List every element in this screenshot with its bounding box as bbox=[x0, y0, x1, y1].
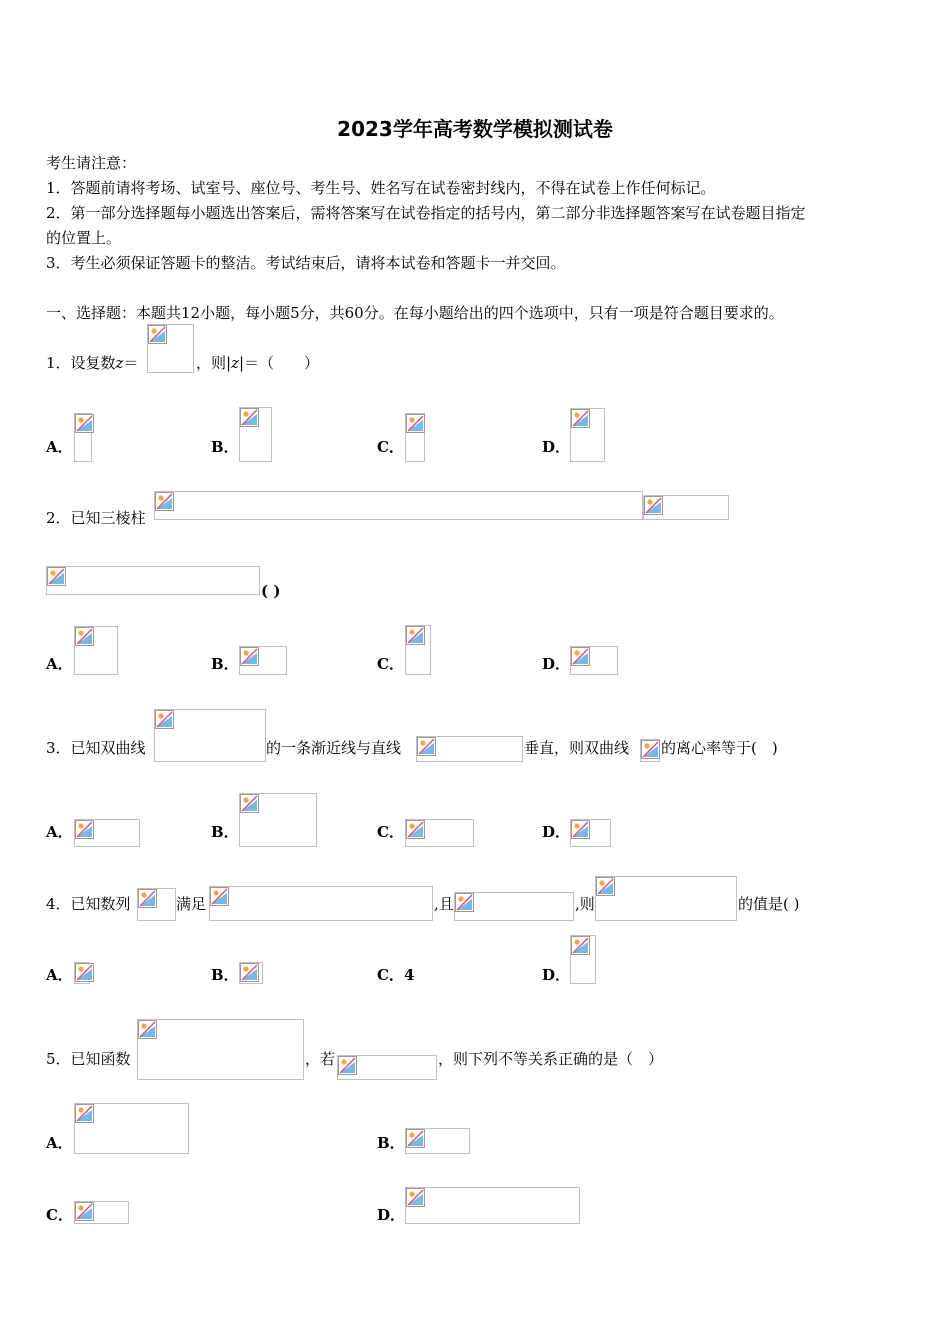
q3-option-a-image bbox=[74, 819, 140, 847]
q5-option-d-image bbox=[405, 1187, 580, 1224]
q2-option-c-image bbox=[405, 625, 431, 675]
q2-option-b-image bbox=[239, 646, 287, 675]
broken-image-icon bbox=[406, 626, 425, 645]
broken-image-icon bbox=[138, 889, 157, 908]
broken-image-icon bbox=[148, 325, 167, 344]
broken-image-icon bbox=[138, 1020, 157, 1039]
q5-formula-image-2 bbox=[337, 1055, 437, 1080]
broken-image-icon bbox=[210, 887, 229, 906]
q4-formula-image-4 bbox=[595, 876, 737, 921]
q5-prefix: 5．已知函数 bbox=[46, 1050, 131, 1068]
q3-option-a-label: A． bbox=[46, 823, 73, 841]
notice-item-2: 2．第一部分选择题每小题选出答案后，需将答案写在试卷指定的括号内，第二部分非选择题答案写在试卷题目指定 bbox=[46, 204, 806, 222]
q2-tail: ( ) bbox=[261, 582, 281, 600]
q4-option-d-image bbox=[570, 935, 596, 984]
broken-image-icon bbox=[406, 1129, 425, 1148]
q1-option-b-label: B． bbox=[211, 438, 239, 456]
q2-option-d-label: D． bbox=[542, 655, 571, 673]
broken-image-icon bbox=[406, 1188, 425, 1207]
q2-formula-image-1 bbox=[154, 491, 643, 520]
broken-image-icon bbox=[641, 740, 660, 759]
q1-option-d-image bbox=[570, 408, 605, 462]
q2-option-a-image bbox=[74, 626, 118, 675]
broken-image-icon bbox=[155, 710, 174, 729]
q4-option-a-image bbox=[74, 962, 90, 984]
broken-image-icon bbox=[417, 737, 436, 756]
notice-item-3: 3．考生必须保证答题卡的整洁。考试结束后，请将本试卷和答题卡一并交回。 bbox=[46, 254, 566, 272]
q3-option-d-image bbox=[570, 819, 611, 847]
broken-image-icon bbox=[240, 647, 259, 666]
q4-formula-image-1 bbox=[137, 888, 176, 921]
q3-formula-image-3 bbox=[640, 739, 660, 762]
q2-formula-image-2 bbox=[643, 495, 729, 520]
broken-image-icon bbox=[75, 414, 94, 433]
broken-image-icon bbox=[75, 820, 94, 839]
broken-image-icon bbox=[75, 627, 94, 646]
q4-option-b-image bbox=[239, 962, 263, 984]
q4-mid3: ,则 bbox=[575, 895, 595, 913]
question-1-tail bbox=[196, 352, 319, 373]
q5-formula-image-1 bbox=[137, 1019, 304, 1080]
broken-image-icon bbox=[240, 963, 259, 982]
q1-option-a-image bbox=[74, 413, 92, 462]
broken-image-icon bbox=[75, 963, 94, 982]
q3-option-c-label: C． bbox=[377, 823, 404, 841]
broken-image-icon bbox=[644, 496, 663, 515]
q3-option-c-image bbox=[405, 819, 474, 847]
q4-suffix: 的值是( ) bbox=[738, 895, 800, 913]
q1-option-d-label: D． bbox=[542, 438, 571, 456]
q5-option-a-image bbox=[74, 1103, 189, 1154]
broken-image-icon bbox=[406, 820, 425, 839]
q2-option-d-image bbox=[570, 646, 618, 675]
q3-prefix: 3．已知双曲线 bbox=[46, 739, 146, 757]
broken-image-icon bbox=[571, 409, 590, 428]
question-1 bbox=[46, 352, 138, 373]
q1-prefix: 1．设复数 bbox=[46, 354, 116, 372]
q4-mid1: 满足 bbox=[176, 895, 207, 913]
q4-option-c-value: 4 bbox=[403, 966, 415, 984]
q3-mid1: 的一条渐近线与直线 bbox=[266, 739, 402, 757]
notice-item-1: 1．答题前请将考场、试室号、座位号、考生号、姓名写在试卷密封线内，不得在试卷上作任何标记。 bbox=[46, 179, 716, 197]
q1-formula-image bbox=[147, 324, 194, 373]
q5-option-b-label: B． bbox=[377, 1134, 405, 1152]
broken-image-icon bbox=[240, 794, 259, 813]
notice-heading: 考生请注意： bbox=[46, 154, 137, 172]
broken-image-icon bbox=[338, 1056, 357, 1075]
q5-mid1: ，若 bbox=[305, 1050, 336, 1068]
q4-formula-image-2 bbox=[209, 886, 433, 921]
q2-option-a-label: A． bbox=[46, 655, 73, 673]
q1-suffix-a: ，则| bbox=[196, 354, 232, 372]
q1-suffix-b: |＝（ ） bbox=[238, 354, 320, 372]
q3-formula-image-1 bbox=[154, 709, 266, 762]
q1-option-c-label: C． bbox=[377, 438, 404, 456]
q4-prefix: 4．已知数列 bbox=[46, 895, 131, 913]
q5-option-a-label: A． bbox=[46, 1134, 73, 1152]
q2-prefix: 2．已知三棱柱 bbox=[46, 509, 146, 527]
page-title: 2023学年高考数学模拟测试卷 bbox=[337, 117, 613, 141]
broken-image-icon bbox=[155, 492, 174, 511]
q3-formula-image-2 bbox=[416, 736, 523, 762]
q1-var: z bbox=[115, 354, 124, 372]
q5-option-d-label: D． bbox=[377, 1206, 406, 1224]
q4-option-c-letter: C． bbox=[377, 966, 404, 984]
q4-option-b-label: B． bbox=[211, 966, 239, 984]
broken-image-icon bbox=[455, 893, 474, 912]
q3-suffix: 的离心率等于( ) bbox=[661, 739, 778, 757]
q2-option-b-label: B． bbox=[211, 655, 239, 673]
q4-option-c-label bbox=[377, 964, 414, 985]
q1-option-c-image bbox=[405, 413, 425, 462]
section-one-heading: 一、选择题：本题共12小题，每小题5分，共60分。在每小题给出的四个选项中，只有一项是符合题目要求的。 bbox=[46, 304, 784, 322]
broken-image-icon bbox=[75, 1202, 94, 1221]
q4-mid2: ,且 bbox=[434, 895, 454, 913]
q5-option-c-label: C． bbox=[46, 1206, 73, 1224]
q1-var-abs: z bbox=[231, 354, 239, 372]
q2-formula-image-3 bbox=[46, 566, 260, 595]
q3-option-b-image bbox=[239, 793, 317, 847]
q5-suffix: ，则下列不等关系正确的是（ ） bbox=[438, 1050, 664, 1068]
q3-option-d-label: D． bbox=[542, 823, 571, 841]
broken-image-icon bbox=[75, 1104, 94, 1123]
q3-option-b-label: B． bbox=[211, 823, 239, 841]
q3-mid2: 垂直，则双曲线 bbox=[524, 739, 630, 757]
q1-option-b-image bbox=[239, 407, 272, 462]
q5-option-c-image bbox=[74, 1201, 129, 1224]
q4-option-a-label: A． bbox=[46, 966, 73, 984]
q4-option-d-label: D． bbox=[542, 966, 571, 984]
broken-image-icon bbox=[571, 647, 590, 666]
q1-option-a-label: A． bbox=[46, 438, 73, 456]
broken-image-icon bbox=[596, 877, 615, 896]
broken-image-icon bbox=[240, 408, 259, 427]
q4-formula-image-3 bbox=[454, 892, 574, 921]
q1-eq: ＝ bbox=[123, 354, 139, 372]
q2-option-c-label: C． bbox=[377, 655, 404, 673]
broken-image-icon bbox=[571, 820, 590, 839]
broken-image-icon bbox=[406, 414, 425, 433]
broken-image-icon bbox=[571, 936, 590, 955]
notice-item-2-cont: 的位置上。 bbox=[46, 229, 122, 247]
q5-option-b-image bbox=[405, 1128, 470, 1154]
broken-image-icon bbox=[47, 567, 66, 586]
